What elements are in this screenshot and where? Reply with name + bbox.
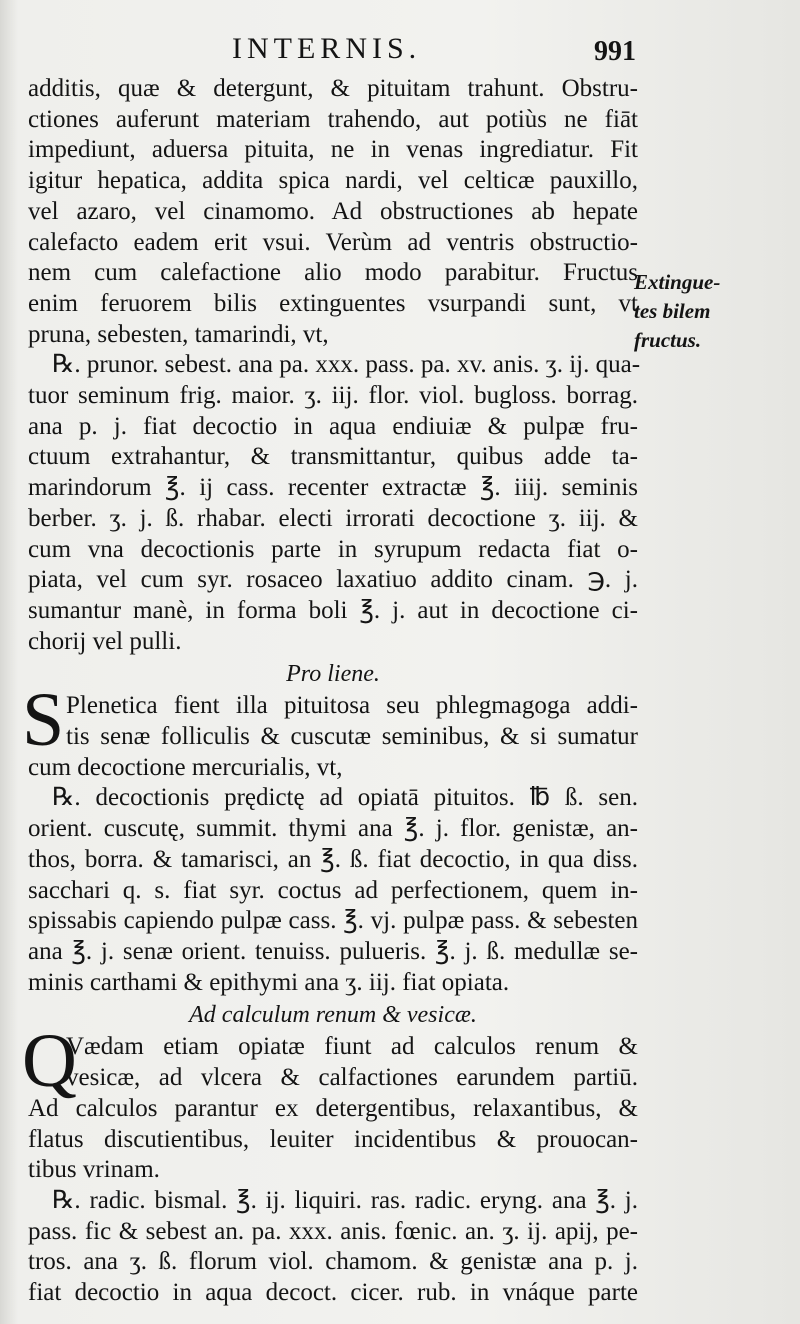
text-line: vesicæ, ad vlcera & calfactiones earundem partiū.: [66, 1064, 638, 1092]
text-line: tuor seminum frig. maior. ʒ. iij. flor. viol. bugloss. borrag.: [28, 382, 638, 410]
text-line: orient. cuscutę, summit. thymi ana ℥. j. flor. genistæ, an-: [28, 815, 638, 843]
text-line: ℞. decoctionis prędictę ad opiatā pituitos. ℔ ß. sen.: [52, 784, 638, 812]
text-line: sumantur manè, in forma boli ℥. j. aut in decoctione ci-: [28, 596, 638, 624]
text-line: fiat decoctio in aqua decoct. cicer. rub. in vnáque parte: [28, 1279, 638, 1307]
text-line: cum decoctione mercurialis, vt,: [28, 753, 343, 781]
text-line: Plenetica fient illa pituitosa seu phlegmagoga addi-: [66, 692, 638, 720]
page-number: 991: [594, 36, 636, 67]
text-line: nem cum calefactione alio modo parabitur. Fructus: [28, 259, 638, 287]
text-line: tros. ana ʒ. ß. florum viol. chamom. & genistæ ana p. j.: [28, 1248, 638, 1276]
margin-note-line: tes bilem: [634, 299, 711, 323]
text-line: ℞. prunor. sebest. ana pa. xxx. pass. pa. xv. anis. ʒ. ij. qua-: [52, 351, 641, 379]
text-line: piata, vel cum syr. rosaceo laxatiuo addito cinam. ℈. j.: [28, 566, 638, 594]
recipe-decoction: [28, 783, 638, 998]
section-heading-pro-liene: Pro liene.: [286, 661, 380, 688]
text-line: enim feruorem bilis extinguentes vsurpandi sunt, vt: [28, 289, 638, 317]
page-header: [0, 30, 800, 70]
text-line: impediunt, aduersa pituita, ne in venas ingrediatur. Fit: [28, 136, 638, 164]
text-line: cum vna decoctionis parte in syrupum redacta fiat o-: [28, 535, 638, 563]
text-line: berber. ʒ. j. ß. rhabar. electi irrorati decoctione ʒ. iij. &: [28, 504, 638, 532]
recipe-radices: [28, 1186, 638, 1309]
paragraph-ad-calculos: [28, 1094, 638, 1186]
text-line: Vædam etiam opiatæ fiunt ad calculos renum &: [66, 1033, 638, 1061]
margin-note-line: fructus.: [634, 328, 702, 352]
text-line: ana ℥. j. senæ orient. tenuiss. pulueris. ℥. j. ß. medullæ se-: [28, 937, 638, 965]
paragraph-splenetica: [22, 678, 638, 783]
text-line: pruna, sebesten, tamarindi, vt,: [28, 320, 329, 348]
text-line: ℞. radic. bismal. ℥. ij. liquiri. ras. radic. eryng. ana ℥. j.: [52, 1186, 638, 1214]
text-line: ana p. j. fiat decoctio in aqua endiuiæ & pulpæ fru-: [28, 412, 638, 440]
text-line: vel azaro, vel cinamomo. Ad obstructiones ab hepate: [28, 197, 638, 225]
text-line: marindorum ℥. ij cass. recenter extractæ ℥. iiij. seminis: [28, 474, 638, 502]
recipe-prunes: [28, 350, 641, 657]
text-line: calefacto eadem erit vsui. Verùm ad ventris obstructio-: [28, 228, 638, 256]
text-line: minis carthami & epithymi ana ʒ. iij. fiat opiata.: [28, 968, 510, 996]
text-line: Ad calculos parantur ex detergentibus, relaxantibus, &: [28, 1094, 638, 1122]
text-line: igitur hepatica, addita spica nardi, vel celticæ pauxillo,: [28, 167, 638, 195]
margin-note: [634, 268, 794, 355]
text-line: thos, borra. & tamarisci, an ℥. ß. fiat decoctio, in qua diss.: [28, 845, 638, 873]
text-line: tibus vrinam.: [28, 1156, 160, 1184]
text-line: additis, quæ & detergunt, & pituitam trahunt. Obstru-: [28, 75, 638, 102]
text-line: ctiones auferunt materiam trahendo, aut potiùs ne fiāt: [28, 105, 638, 133]
text-line: chorij vel pulli.: [28, 627, 182, 655]
body-text: [22, 74, 641, 1309]
text-line: pass. fic & sebest an. pa. xxx. anis. fœnic. an. ʒ. ij. apij, pe-: [28, 1217, 638, 1245]
drop-cap: S: [22, 678, 65, 763]
running-head: INTERNIS.: [232, 32, 422, 65]
text-line: sacchari q. s. fiat syr. coctus ad perfectionem, quem in-: [28, 876, 638, 904]
text-line: flatus discutientibus, leuiter incidentibus & prouocan-: [28, 1125, 638, 1153]
paragraph-quaedam: [22, 1019, 638, 1104]
paragraph-obstructions: [28, 74, 638, 350]
section-heading-ad-calculum: Ad calculum renum & vesicæ.: [189, 1002, 477, 1029]
text-line: ctuum extrahantur, & transmittantur, quibus adde ta-: [28, 443, 638, 471]
drop-cap: Q: [22, 1019, 77, 1104]
text-line: spissabis capiendo pulpæ cass. ℥. vj. pulpæ pass. & sebesten: [28, 907, 638, 935]
text-line: tis senæ folliculis & cuscutæ seminibus, & si sumatur: [66, 723, 638, 751]
margin-note-line: Extingue-: [634, 270, 721, 294]
